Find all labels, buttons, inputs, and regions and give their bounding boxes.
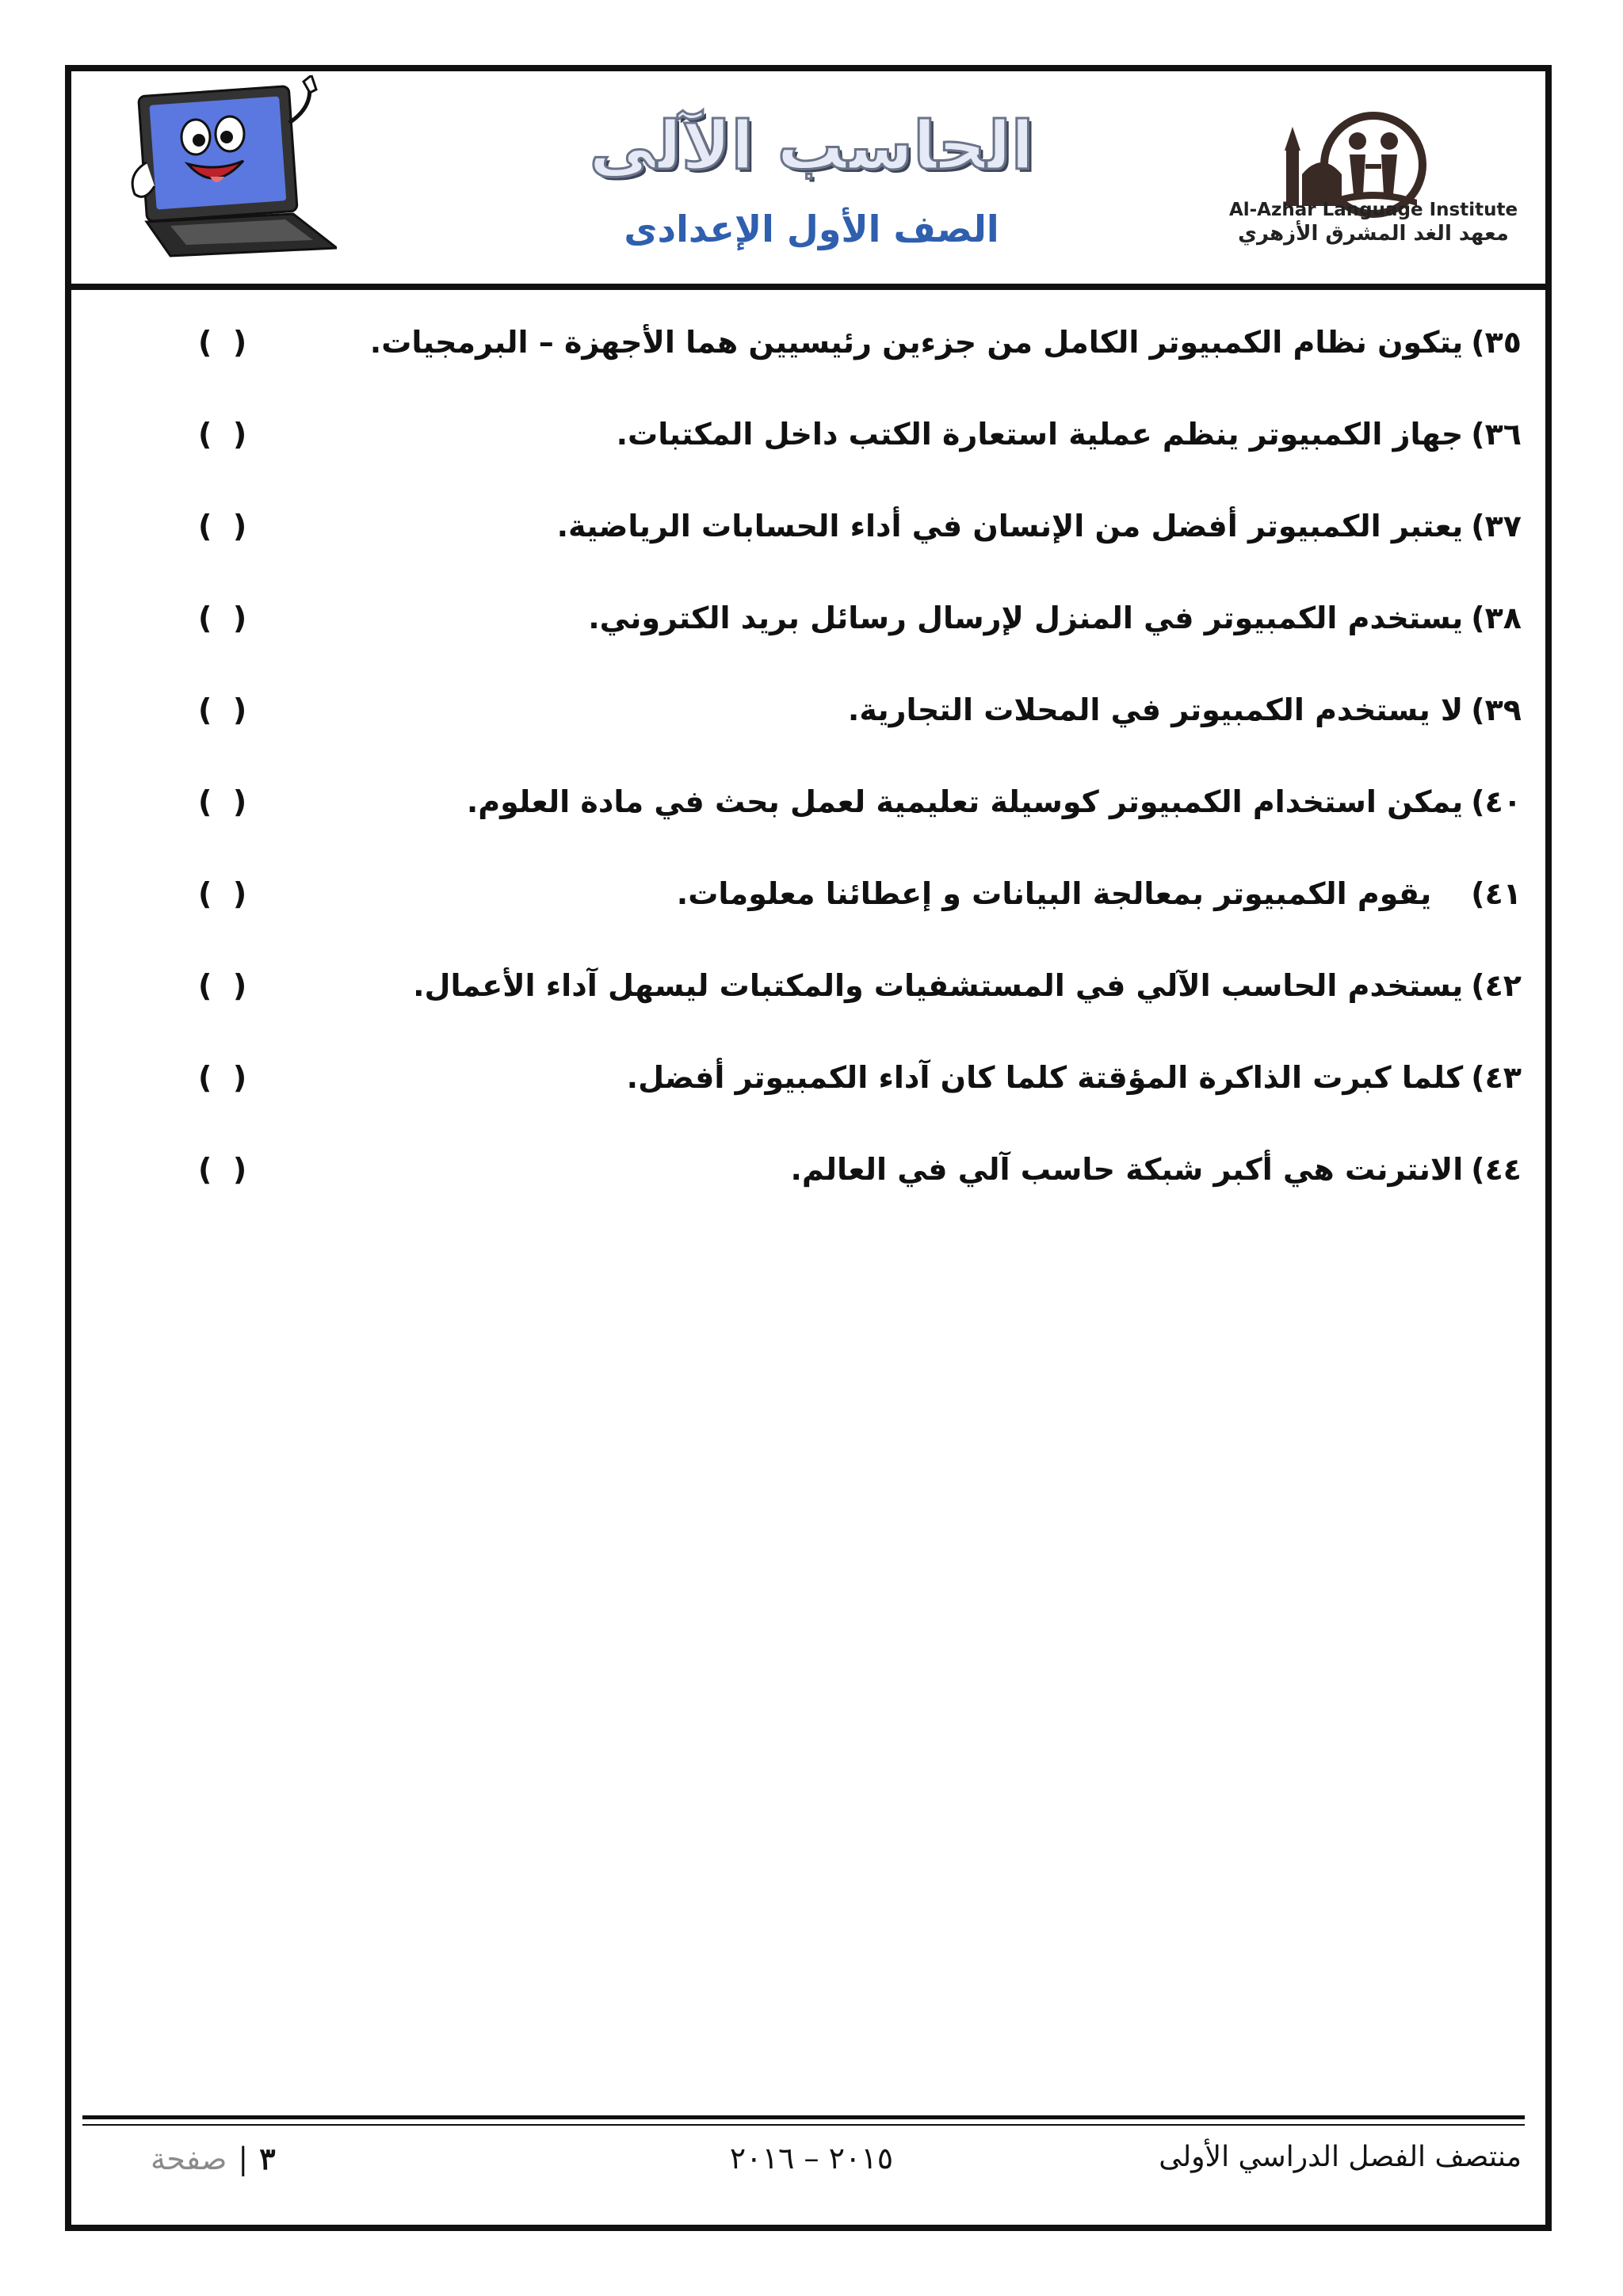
question-statement: الانترنت هي أكبر شبكة حاسب آلي في العالم. bbox=[790, 1152, 1464, 1187]
question-statement: جهاز الكمبيوتر ينظم عملية استعارة الكتب داخل المكتبات. bbox=[616, 417, 1464, 452]
question-statement: كلما كبرت الذاكرة المؤقتة كلما كان آداء الكمبيوتر أفضل. bbox=[626, 1060, 1464, 1095]
answer-brackets[interactable]: ( ) bbox=[198, 417, 247, 452]
question-text bbox=[557, 509, 1522, 543]
answer-brackets[interactable]: ( ) bbox=[198, 784, 247, 819]
question-number: ٣٥) bbox=[1471, 325, 1522, 360]
answer-brackets[interactable]: ( ) bbox=[198, 1060, 247, 1095]
answer-brackets[interactable]: ( ) bbox=[198, 692, 247, 727]
page-number: ٣ bbox=[259, 2141, 276, 2176]
footer-divider-thick bbox=[82, 2115, 1525, 2119]
question-number: ٣٩) bbox=[1471, 692, 1522, 727]
question-item bbox=[158, 692, 1522, 740]
page-border bbox=[65, 65, 1552, 2231]
institute-name-english: Al-Azhar Language Institute bbox=[1228, 200, 1518, 220]
question-statement: يتكون نظام الكمبيوتر الكامل من جزءين رئيسيين هما الأجهزة – البرمجيات. bbox=[369, 325, 1464, 360]
question-text bbox=[413, 968, 1522, 1003]
question-item bbox=[158, 784, 1522, 832]
question-number: ٤١) bbox=[1471, 876, 1522, 911]
question-statement: يقوم الكمبيوتر بمعالجة البيانات و إعطائنا معلومات. bbox=[676, 876, 1432, 911]
question-statement: يستخدم الكمبيوتر في المنزل لإرسال رسائل بريد الكتروني. bbox=[588, 601, 1464, 635]
question-statement: يمكن استخدام الكمبيوتر كوسيلة تعليمية لعمل بحث في مادة العلوم. bbox=[466, 784, 1464, 819]
question-item bbox=[158, 509, 1522, 556]
question-text bbox=[617, 417, 1522, 452]
question-item bbox=[158, 876, 1522, 924]
question-number: ٤٣) bbox=[1471, 1060, 1522, 1095]
question-number: ٤٤) bbox=[1471, 1152, 1522, 1187]
question-item bbox=[158, 1152, 1522, 1199]
question-statement: لا يستخدم الكمبيوتر في المحلات التجارية. bbox=[847, 692, 1464, 727]
question-text bbox=[588, 601, 1522, 635]
answer-brackets[interactable]: ( ) bbox=[198, 1152, 247, 1187]
question-item bbox=[158, 325, 1522, 372]
question-item bbox=[158, 1060, 1522, 1108]
question-statement: يستخدم الحاسب الآلي في المستشفيات والمكتبات ليسهل آداء الأعمال. bbox=[413, 968, 1464, 1003]
footer-page-number bbox=[151, 2141, 276, 2176]
page-separator: | bbox=[238, 2142, 249, 2176]
answer-brackets[interactable]: ( ) bbox=[198, 968, 247, 1003]
answer-brackets[interactable]: ( ) bbox=[198, 601, 247, 635]
answer-brackets[interactable]: ( ) bbox=[198, 876, 247, 911]
grade-subtitle: الصف الأول الإعدادى bbox=[624, 208, 999, 250]
institute-name-arabic: معهد الغد المشرق الأزهري bbox=[1238, 222, 1509, 246]
answer-brackets[interactable]: ( ) bbox=[198, 509, 247, 543]
question-item bbox=[158, 601, 1522, 648]
question-text bbox=[370, 325, 1522, 360]
answer-brackets[interactable]: ( ) bbox=[198, 325, 247, 360]
footer-term: منتصف الفصل الدراسي الأولى bbox=[1159, 2141, 1522, 2173]
footer-divider-thin bbox=[82, 2124, 1525, 2126]
question-item bbox=[158, 417, 1522, 464]
question-text bbox=[848, 692, 1522, 727]
question-text bbox=[627, 1060, 1522, 1095]
question-number: ٤٢) bbox=[1471, 968, 1522, 1003]
question-text bbox=[790, 1152, 1522, 1187]
header-divider bbox=[65, 284, 1552, 290]
question-statement: يعتبر الكمبيوتر أفضل من الإنسان في أداء الحسابات الرياضية. bbox=[556, 509, 1464, 543]
question-number: ٣٦) bbox=[1471, 417, 1522, 452]
question-item bbox=[158, 968, 1522, 1016]
page-title: الحاسب الآلى bbox=[589, 107, 1034, 185]
question-number: ٤٠) bbox=[1471, 784, 1522, 819]
question-text bbox=[677, 876, 1522, 911]
footer-year: ٢٠١٥ – ٢٠١٦ bbox=[729, 2141, 894, 2176]
question-number: ٣٧) bbox=[1471, 509, 1522, 543]
page-label: صفحة bbox=[151, 2142, 227, 2176]
question-text bbox=[467, 784, 1522, 819]
question-number: ٣٨) bbox=[1471, 601, 1522, 635]
